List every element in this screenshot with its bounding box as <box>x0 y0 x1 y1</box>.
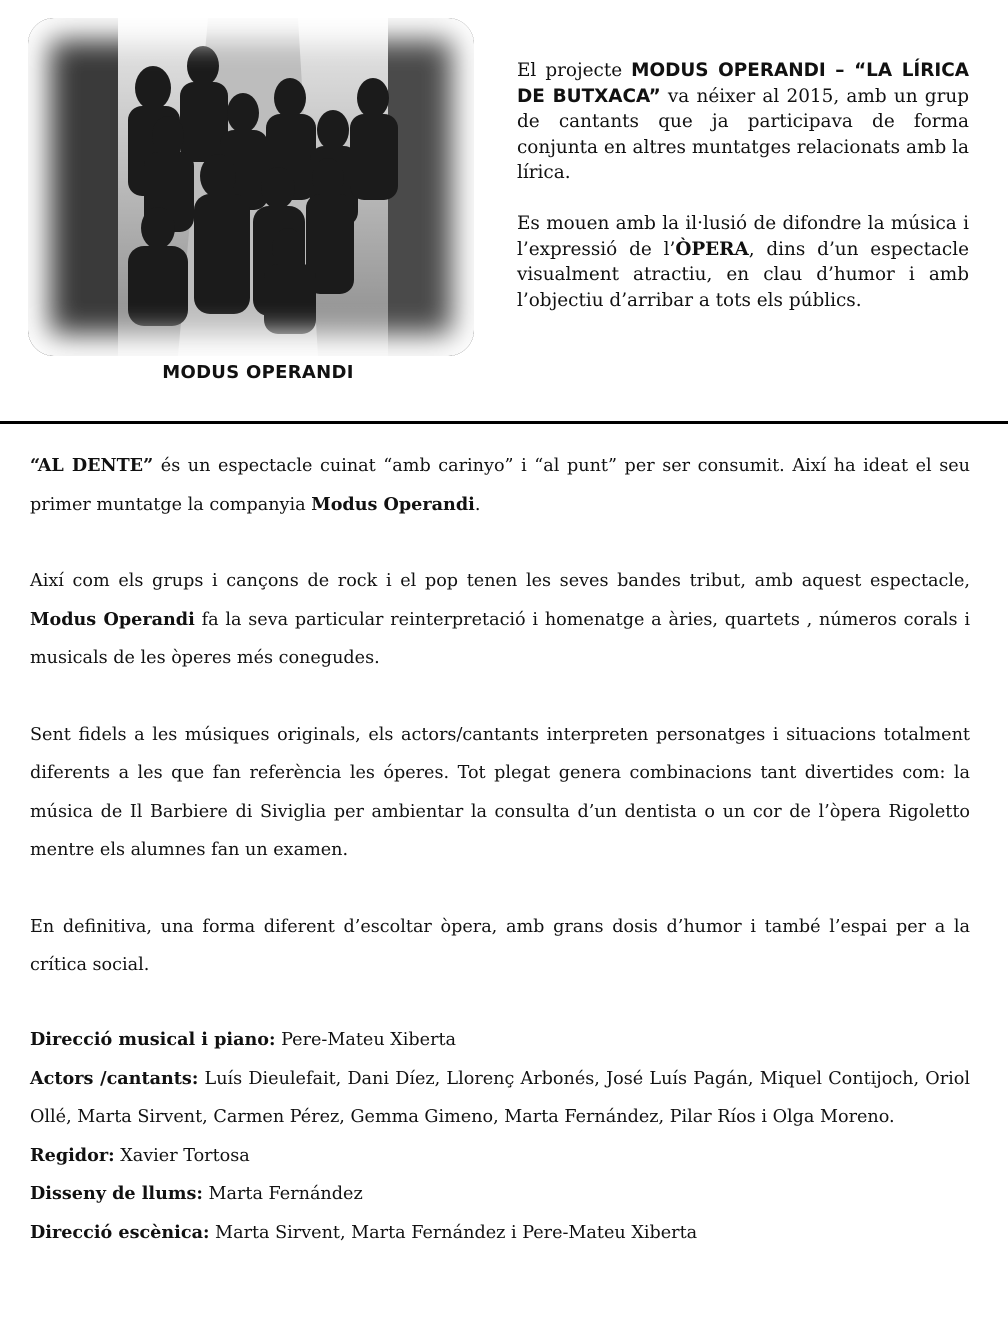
photo-caption: MODUS OPERANDI <box>162 362 354 383</box>
intro-paragraph-2 <box>517 211 969 313</box>
credit-line <box>30 1214 970 1253</box>
project-name: MODUS OPERANDI – “LA LÍRICA DE BUTXACA” <box>517 60 969 107</box>
text: va néixer al 2015, amb un grup de cantants que ja participava de forma conjunta en altres muntatges relacionats amb la lírica. <box>517 85 969 184</box>
text: és un espectacle cuinat “amb carinyo” i “al punt” per ser consumit. Així ha ideat el seu primer muntatge la companyia <box>30 456 970 515</box>
main-paragraph-2 <box>30 562 970 678</box>
main-paragraph-3: Sent fidels a les músiques originals, els actors/cantants interpreten personatges i situacions totalment diferents a les que fan referència les óperes. Tot plegat genera combinacions tant divertides com: la música de Il Barbiere di Siviglia per ambientar la consulta d’un dentista o un cor de l’òpera Rigoletto mentre els alumnes fan un examen. <box>30 724 970 860</box>
main-text <box>30 447 970 1023</box>
intro-paragraph-1 <box>517 58 969 186</box>
intro-text <box>517 58 969 338</box>
credit-label: Actors /cantants: <box>30 1067 199 1089</box>
text: Així com els grups i cançons de rock i el pop tenen les seves bandes tribut, amb aquest espectacle, <box>30 571 970 591</box>
credit-line <box>30 1060 970 1137</box>
credit-value: Marta Sirvent, Marta Fernández i Pere-Mateu Xiberta <box>209 1222 698 1243</box>
credit-value: Pere-Mateu Xiberta <box>275 1030 457 1050</box>
text: . <box>474 494 481 515</box>
credit-value: Xavier Tortosa <box>114 1145 250 1166</box>
credit-label: Regidor: <box>30 1144 115 1166</box>
text: El projecte <box>517 60 632 81</box>
credits-list <box>30 1021 970 1252</box>
credit-line <box>30 1021 970 1060</box>
credit-label: Direcció musical i piano: <box>30 1029 276 1050</box>
section-divider <box>0 421 1008 424</box>
credit-value: Luís Dieulefait, Dani Díez, Llorenç Arbonés, José Luís Pagán, Miquel Contijoch, Oriol Ollé, Marta Sirvent, Carmen Pérez, Gemma Gimeno, Marta Fernández, Pilar Ríos i Olga Moreno. <box>30 1068 970 1127</box>
text: , dins d’un espectacle visualment atractiu, en clau d’humor i amb l’objectiu d’arribar a tots els públics. <box>517 238 970 311</box>
credit-label: Disseny de llums: <box>30 1183 203 1204</box>
company-name: Modus Operandi <box>30 608 195 630</box>
show-title: “AL DENTE” <box>30 455 154 476</box>
credit-value: Marta Fernández <box>202 1184 363 1204</box>
text: Es mouen amb la il·lusió de difondre la música i l’expressió de l’ <box>517 212 969 260</box>
credit-label: Direcció escènica: <box>30 1221 210 1243</box>
main-paragraph-4: En definitiva, una forma diferent d’escoltar òpera, amb grans dosis d’humor i també l’espai per a la crítica social. <box>30 916 970 975</box>
opera-word: ÒPERA <box>675 238 749 260</box>
company-name: Modus Operandi <box>311 493 475 515</box>
main-paragraph-1 <box>30 447 970 524</box>
text: fa la seva particular reinterpretació i homenatge a àries, quartets , números corals i musicals de les òperes més conegudes. <box>30 609 970 668</box>
group-photo <box>28 18 474 356</box>
credit-line <box>30 1175 970 1214</box>
credit-line <box>30 1137 970 1176</box>
group-photo-icon <box>28 18 474 356</box>
